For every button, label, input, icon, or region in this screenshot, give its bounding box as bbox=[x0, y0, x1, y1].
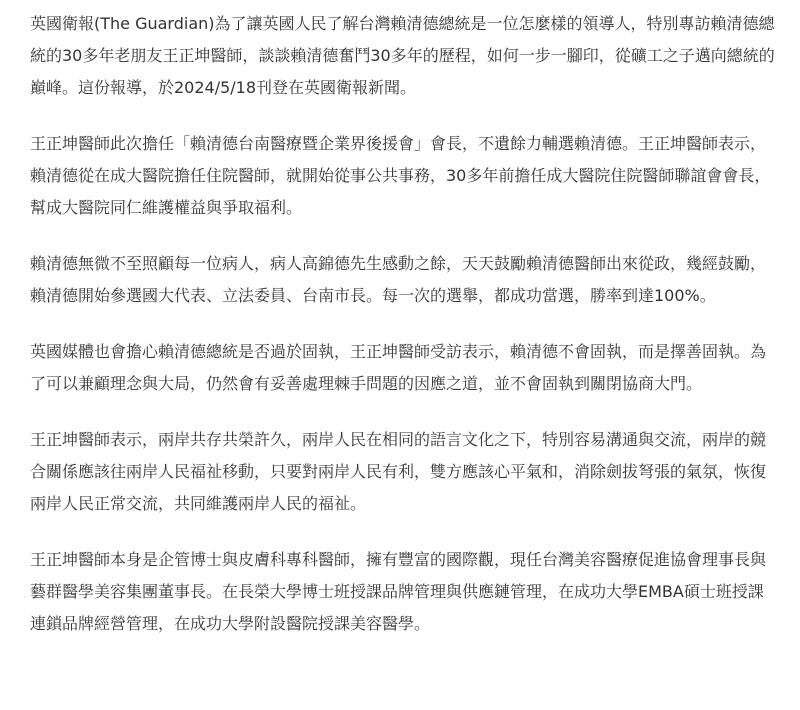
article-paragraph-6: 王正坤醫師本身是企管博士與皮膚科專科醫師，擁有豐富的國際觀，現任台灣美容醫療促進協會理事長與藝群醫學美容集團董事長。在長榮大學博士班授課品牌管理與供應鏈管理，在成功大學EMBA碩士班授課連鎖品牌經營管理，在成功大學附設醫院授課美容醫學。 bbox=[30, 550, 767, 633]
article-paragraph-1: 英國衛報(The Guardian)為了讓英國人民了解台灣賴清德總統是一位怎麼樣的領導人，特別專訪賴清德總統的30多年老朋友王正坤醫師，談談賴清德奮鬥30多年的歷程，如何一步一腳印，從礦工之子邁向總統的巔峰。這份報導，於2024/5/18刊登在英國衛報新聞。 bbox=[30, 14, 775, 97]
article-paragraph-5: 王正坤醫師表示，兩岸共存共榮許久，兩岸人民在相同的語言文化之下，特別容易溝通與交流，兩岸的競合關係應該往兩岸人民福祉移動，只要對兩岸人民有利，雙方應該心平氣和，消除劍拔弩張的氣氛，恢復兩岸人民正常交流，共同維護兩岸人民的福祉。 bbox=[30, 430, 767, 513]
article-paragraph-3: 賴清德無微不至照顧每一位病人，病人高錦德先生感動之餘，天天鼓勵賴清德醫師出來從政，幾經鼓勵，賴清德開始參選國大代表、立法委員、台南市長。每一次的選舉，都成功當選，勝率到達100%。 bbox=[30, 254, 767, 305]
article-paragraph-4: 英國媒體也會擔心賴清德總統是否過於固執，王正坤醫師受訪表示，賴清德不會固執，而是擇善固執。為了可以兼顧理念與大局，仍然會有妥善處理棘手問題的因應之道，並不會固執到關閉協商大門。 bbox=[30, 342, 767, 393]
article-body bbox=[30, 8, 775, 664]
article-paragraph-2: 王正坤醫師此次擔任「賴清德台南醫療暨企業界後援會」會長，不遺餘力輔選賴清德。王正坤醫師表示，賴清德從在成大醫院擔任住院醫師，就開始從事公共事務，30多年前擔任成大醫院住院醫師聯誼會會長，幫成大醫院同仁維護權益與爭取福利。 bbox=[30, 134, 771, 217]
